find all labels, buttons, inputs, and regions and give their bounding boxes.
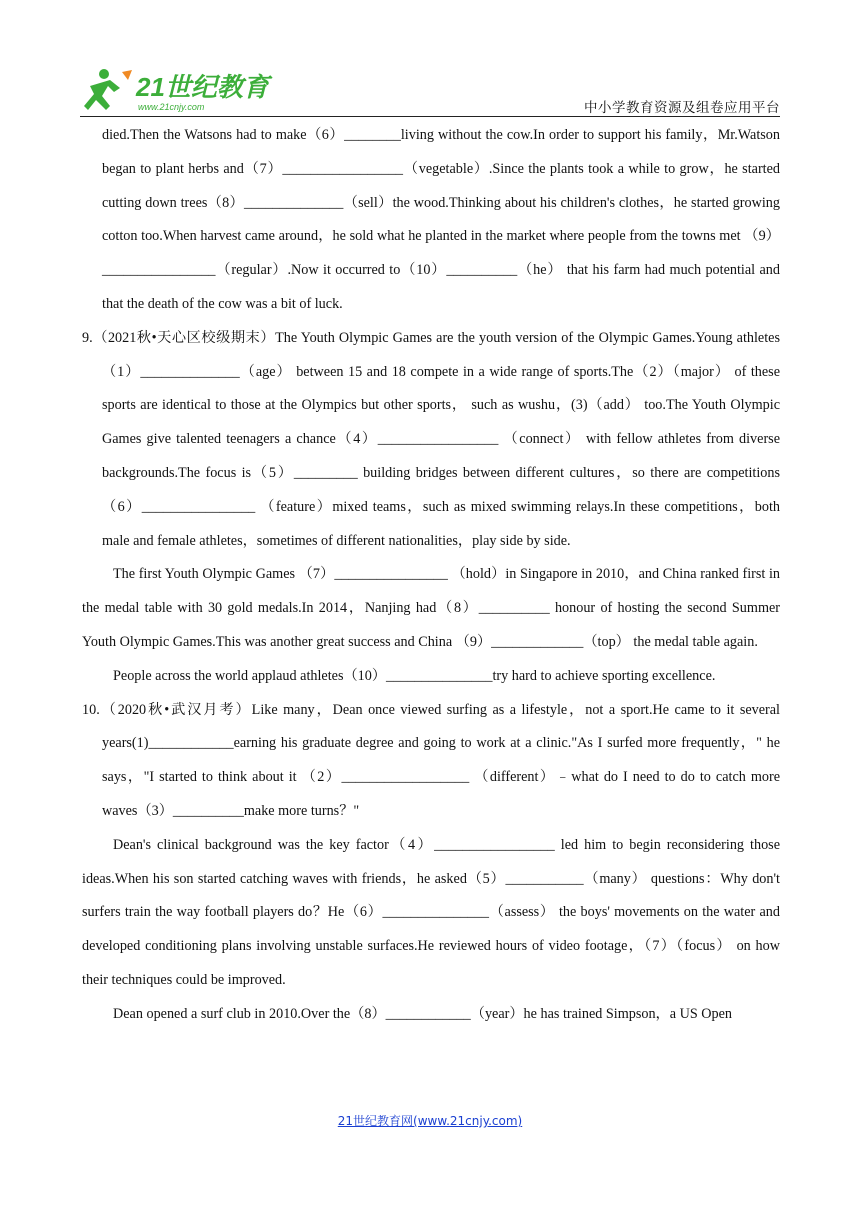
paragraph-continued: died.Then the Watsons had to make（6）________living without the cow.In order to support his family，Mr.Watson began to plant herbs and（7）_________________（vegetable）.Since the plants took a while to grow，he started cutting down trees（8）______________（sell）the wood.Thinking about his children's clothes，he started growing cotton too.When harvest came around，he sold what he planted in the market where people from the towns met （9）________________（regular）.Now it occurred to（10）__________（he） that his farm had much potential and that the death of the cow was a bit of luck. [102, 127, 780, 312]
question-10-paragraph-2: Dean's clinical background was the key factor（4）_________________ led him to begin reconsidering those ideas.When his son started catching waves with friends，he asked（5）___________（many） questions：Why don't surfers train the way football players do？He（6）_______________（assess） the boys' movements on the water and developed conditioning plans involving unstable surfaces.He reviewed hours of video footage，（7）（focus） on how their techniques could be improved. [82, 836, 780, 988]
header-rule [80, 116, 780, 117]
footer-link[interactable]: 21世纪教育网(www.21cnjy.com) [337, 1114, 523, 1128]
document-body [82, 119, 780, 1032]
question-9: 9.（2021秋•天心区校级期末）The Youth Olympic Games are the youth version of the Olympic Games.Young athletes（1）______________（age） between 15 and 18 compete in a wide range of sports.The（2）（major） of these sports are identical to those at the Olympics but other sports， such as wushu，(3)（add） too.The Youth Olympic Games give talented teenagers a chance（4）_________________ （connect） with fellow athletes from diverse backgrounds.The focus is（5）_________ building bridges between different cultures，so there are competitions （6）________________ （feature）mixed teams，such as mixed swimming relays.In these competitions，both male and female athletes，sometimes of different nationalities，play side by side. [82, 329, 780, 549]
question-10-paragraph-3: Dean opened a surf club in 2010.Over the（8）____________（year）he has trained Simpson，a US Open [113, 1005, 732, 1022]
logo-url: www.21cnjy.com [138, 102, 205, 112]
runner-icon [84, 69, 132, 110]
page-header [80, 62, 780, 118]
logo-text: 21世纪教育 [136, 72, 269, 102]
logo [80, 66, 280, 116]
question-9-paragraph-2: The first Youth Olympic Games （7）________________ （hold）in Singapore in 2010，and China ranked first in the medal table with 30 gold medals.In 2014，Nanjing had（8）__________ honour of hosting the second Summer Youth Olympic Games.This was another great success and China （9）_____________（top） the medal table again. [82, 566, 780, 650]
question-10: 10.（2020秋•武汉月考）Like many，Dean once viewed surfing as a lifestyle，not a sport.He came to it several years(1)____________earning his graduate degree and going to work at a clinic."As I surfed more frequently，" he says，"I started to think about it （2）__________________ （different）﹣what do I need to do to catch more waves（3）__________make more turns？" [82, 701, 780, 819]
platform-name: 中小学教育资源及组卷应用平台 [584, 100, 780, 116]
question-9-paragraph-3: People across the world applaud athletes（10）_______________try hard to achieve sporting excellence. [113, 667, 716, 684]
